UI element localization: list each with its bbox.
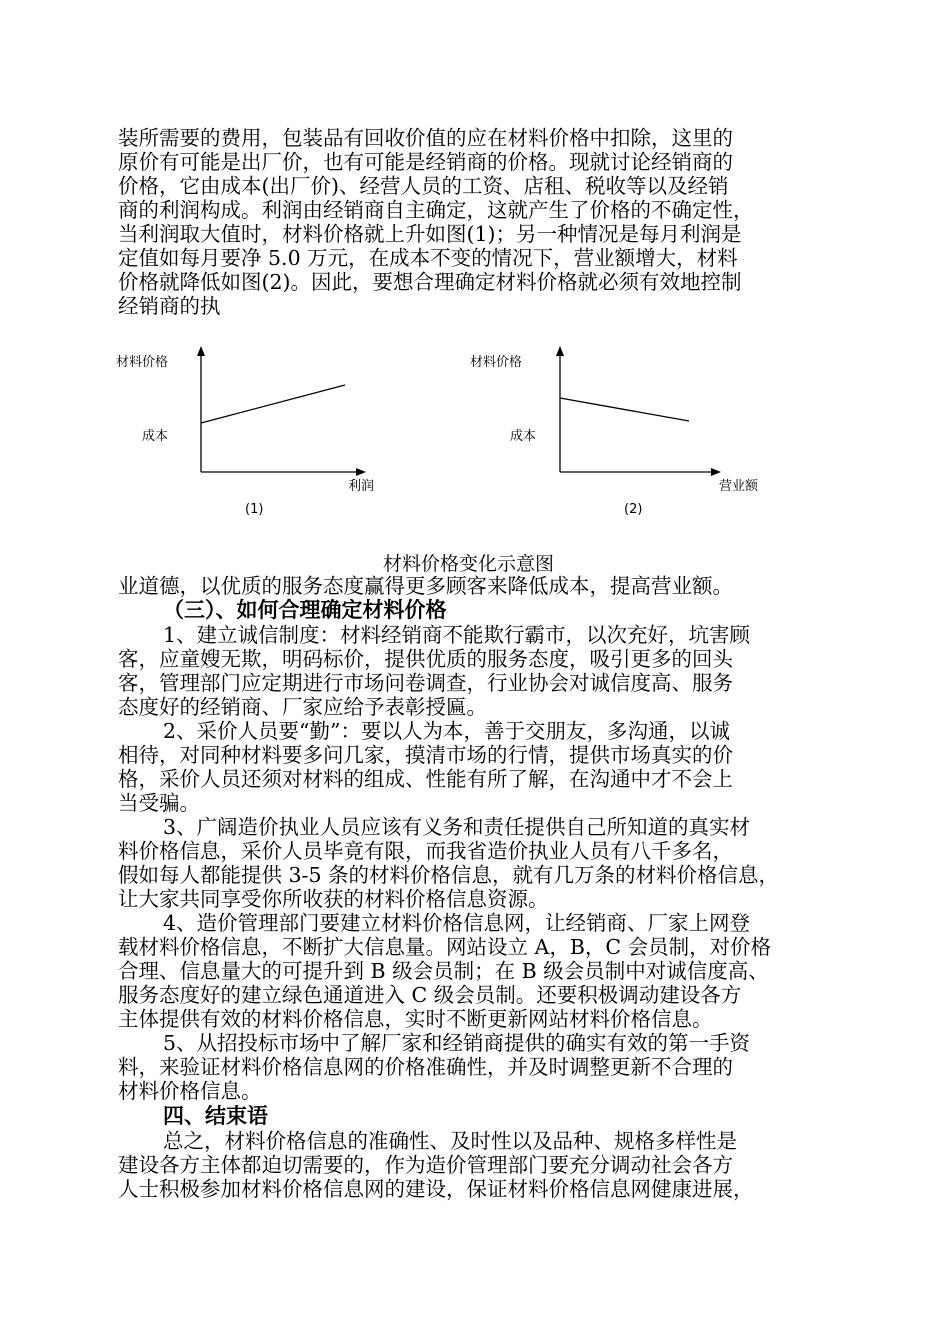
intro-line-3: 价格，它由成本(出厂价)、经营人员的工资、店租、税收等以及经销 [118, 174, 729, 198]
chart-1 [116, 346, 374, 517]
intro-line-2: 原价有可能是出厂价，也有可能是经销商的价格。现就讨论经销商的 [118, 150, 733, 174]
s3-line-18: 5、从招投标市场中了解厂家和经销商提供的确实有效的第一手资 [163, 1031, 751, 1055]
s4-line-3: 人士积极参加材料价格信息网的建设，保证材料价格信息网健康进展， [118, 1177, 754, 1201]
price-change-figure [0, 0, 950, 560]
s3-line-19: 料，来验证材料价格信息网的价格准确性，并及时调整更新不合理的 [118, 1055, 733, 1079]
chart-2-x-arrow [711, 468, 721, 476]
intro-line-8: 经销商的执 [118, 294, 221, 318]
s3-line-12: 让大家共同享受你所收获的材料价格信息资源。 [118, 887, 549, 911]
chart-2-ylabel: 材料价格 [470, 355, 523, 370]
s3-line-15: 合理、信息量大的可提升到 B 级会员制；在 B 级会员制中对诚信度高、 [118, 959, 769, 983]
chart-1-xlabel: 利润 [348, 479, 375, 494]
after-figure-line: 业道德，以优质的服务态度赢得更多顾客来降低成本，提高营业额。 [118, 574, 733, 598]
s4-line-1: 总之，材料价格信息的准确性、及时性以及品种、规格多样性是 [163, 1129, 737, 1153]
s3-line-8: 当受骗。 [118, 791, 200, 815]
chart-1-number: (1) [245, 502, 264, 517]
chart-2-number: (2) [624, 502, 643, 517]
s3-line-14: 载材料价格信息，不断扩大信息量。网站设立 A，B，C 会员制，对价格 [118, 935, 772, 959]
s3-line-11: 假如每人都能提供 3-5 条的材料价格信息，就有几万条的材料价格信息， [118, 863, 780, 887]
s3-line-2: 客，应童嫂无欺，明码标价，提供优质的服务态度，吸引更多的回头 [118, 647, 733, 671]
s3-line-17: 主体提供有效的材料价格信息，实时不断更新网站材料价格信息。 [118, 1007, 713, 1031]
chart-1-ylabel: 材料价格 [116, 355, 169, 370]
s3-line-6: 相待，对同种材料要多问几家，摸清市场的行情，提供市场真实的价 [118, 743, 733, 767]
chart-1-trend-line [201, 385, 345, 423]
intro-line-7: 价格就降低如图(2)。因此，要想合理确定材料价格就必须有效地控制 [118, 270, 742, 294]
chart-2-y-arrow [556, 346, 564, 356]
intro-line-5: 当利润取大值时，材料价格就上升如图(1)；另一种情况是每月利润是 [118, 222, 742, 246]
s3-line-4: 态度好的经销商、厂家应给予表彰授匾。 [118, 695, 487, 719]
s3-line-3: 客，管理部门应定期进行市场问卷调查，行业协会对诚信度高、服务 [118, 671, 733, 695]
chart-1-cost-label: 成本 [142, 429, 169, 444]
s3-line-1: 1、建立诚信制度：材料经销商不能欺行霸市，以次充好，坑害顾 [163, 623, 751, 647]
chart-2-xlabel: 营业额 [719, 479, 759, 494]
s3-line-7: 格，采价人员还须对材料的组成、性能有所了解，在沟通中才不会上 [118, 767, 733, 791]
s3-line-9: 3、广阔造价执业人员应该有义务和责任提供自己所知道的真实材 [163, 815, 751, 839]
s3-line-10: 料价格信息，采价人员毕竟有限，而我省造价执业人员有八千多名， [118, 839, 733, 863]
s4-line-2: 建设各方主体都迫切需要的，作为造价管理部门要充分调动社会各方 [118, 1153, 733, 1177]
s3-line-5: 2、采价人员要“勤”：要以人为本，善于交朋友，多沟通，以诚 [163, 719, 731, 743]
chart-2-cost-label: 成本 [510, 429, 537, 444]
intro-line-1: 装所需要的费用，包装品有回收价值的应在材料价格中扣除，这里的 [118, 126, 733, 150]
section-3-heading: （三）、如何合理确定材料价格 [163, 597, 447, 622]
s3-line-20: 材料价格信息。 [118, 1079, 262, 1103]
s3-line-13: 4、造价管理部门要建立材料价格信息网，让经销商、厂家上网登 [163, 911, 751, 935]
section-4-heading: 四、结束语 [163, 1103, 268, 1128]
chart-1-y-arrow [197, 346, 205, 356]
chart-2-trend-line [560, 398, 689, 421]
chart-1-x-arrow [356, 468, 366, 476]
s3-line-16: 服务态度好的建立绿色通道进入 C 级会员制。还要积极调动建设各方 [118, 983, 742, 1007]
intro-line-4: 商的利润构成。利润由经销商自主确定，这就产生了价格的不确定性， [118, 198, 754, 222]
chart-2 [470, 346, 759, 517]
intro-line-6: 定值如每月要净 5.0 万元，在成本不变的情况下，营业额增大，材料 [118, 246, 738, 270]
figure-caption: 材料价格变化示意图 [383, 553, 555, 575]
